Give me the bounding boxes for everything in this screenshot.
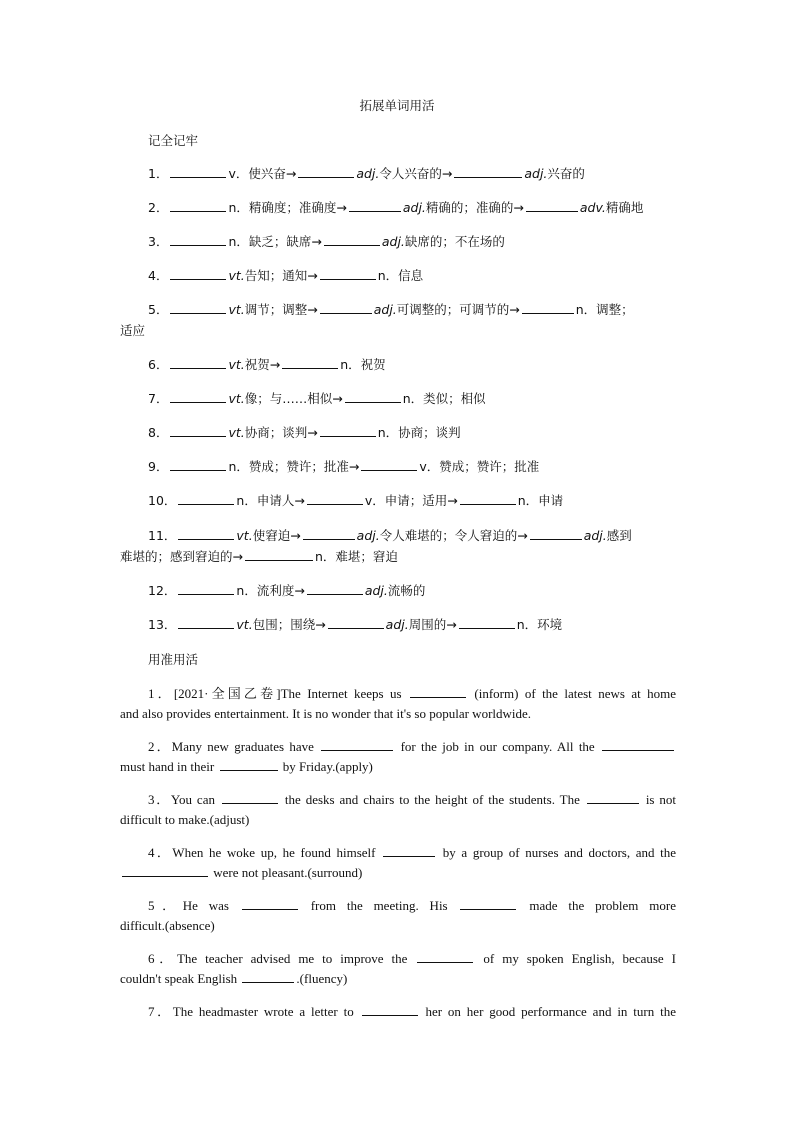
answer-blank[interactable] <box>170 356 226 369</box>
usage-item-1: 1．[2021·全国乙卷]The Internet keeps us (inform) of the latest news at home <box>148 686 676 701</box>
usage-item-5-cont: difficult.(absence) <box>120 918 215 933</box>
answer-blank[interactable] <box>170 165 226 178</box>
vocab-item-1: 1． v．使兴奋→ adj.令人兴奋的→ adj.兴奋的 <box>148 166 585 181</box>
vocab-item-7: 7． vt.像；与……相似→ n．类似；相似 <box>148 391 486 406</box>
answer-blank[interactable] <box>321 738 393 751</box>
vocab-item-2: 2． n．精确度；准确度→ adj.精确的；准确的→ adv.精确地 <box>148 200 644 215</box>
answer-blank[interactable] <box>602 738 674 751</box>
answer-blank[interactable] <box>410 685 466 698</box>
answer-blank[interactable] <box>303 527 355 540</box>
answer-blank[interactable] <box>282 356 338 369</box>
answer-blank[interactable] <box>170 390 226 403</box>
answer-blank[interactable] <box>417 950 473 963</box>
answer-blank[interactable] <box>324 233 380 246</box>
answer-blank[interactable] <box>460 897 516 910</box>
answer-blank[interactable] <box>122 864 208 877</box>
answer-blank[interactable] <box>222 791 278 804</box>
answer-blank[interactable] <box>307 582 363 595</box>
usage-item-4-cont: were not pleasant.(surround) <box>120 863 676 883</box>
answer-blank[interactable] <box>178 527 234 540</box>
answer-blank[interactable] <box>526 199 578 212</box>
answer-blank[interactable] <box>170 301 226 314</box>
vocab-item-5-cont: 适应 <box>120 323 146 338</box>
vocab-item-10: 10． n．申请人→ v．申请；适用→ n．申请 <box>148 493 564 508</box>
answer-blank[interactable] <box>522 301 574 314</box>
vocab-item-8: 8． vt.协商；谈判→ n．协商；谈判 <box>148 425 461 440</box>
answer-blank[interactable] <box>170 233 226 246</box>
answer-blank[interactable] <box>307 492 363 505</box>
vocab-item-9: 9． n．赞成；赞许；批准→ v．赞成；赞许；批准 <box>148 459 540 474</box>
usage-item-6: 6．The teacher advised me to improve the of my spoken English, because I <box>148 951 677 966</box>
answer-blank[interactable] <box>587 791 639 804</box>
answer-blank[interactable] <box>178 582 234 595</box>
usage-item-4: 4．When he woke up, he found himself by a group of nurses and doctors, and the <box>148 845 677 860</box>
usage-item-2-cont: must hand in their by Friday.(apply) <box>120 759 373 774</box>
answer-blank[interactable] <box>459 616 515 629</box>
answer-blank[interactable] <box>460 492 516 505</box>
answer-blank[interactable] <box>170 424 226 437</box>
answer-blank[interactable] <box>245 548 313 561</box>
answer-blank[interactable] <box>320 424 376 437</box>
answer-blank[interactable] <box>361 458 417 471</box>
vocab-item-3: 3． n．缺乏；缺席→ adj.缺席的；不在场的 <box>148 234 505 249</box>
answer-blank[interactable] <box>362 1003 418 1016</box>
usage-item-6-cont: couldn't speak English .(fluency) <box>120 971 348 986</box>
usage-item-5: 5．He was from the meeting. His made the problem more <box>148 898 676 913</box>
vocab-item-13: 13． vt.包围；围绕→ adj.周围的→ n．环境 <box>148 617 563 632</box>
usage-item-7: 7．The headmaster wrote a letter to her on her good performance and in turn the <box>148 1004 676 1019</box>
section-heading-usage: 用准用活 <box>148 652 199 667</box>
answer-blank[interactable] <box>178 492 234 505</box>
answer-blank[interactable] <box>320 301 372 314</box>
answer-blank[interactable] <box>298 165 354 178</box>
answer-blank[interactable] <box>170 267 226 280</box>
page-title: 拓展单词用活 <box>359 98 435 113</box>
answer-blank[interactable] <box>320 267 376 280</box>
answer-blank[interactable] <box>345 390 401 403</box>
answer-blank[interactable] <box>170 199 226 212</box>
answer-blank[interactable] <box>530 527 582 540</box>
answer-blank[interactable] <box>220 758 278 771</box>
usage-item-1-cont: and also provides entertainment. It is no wonder that it's so popular worldwide. <box>120 706 532 721</box>
vocab-item-12: 12． n．流利度→ adj.流畅的 <box>148 583 426 598</box>
usage-item-3: 3．You can the desks and chairs to the height of the students. The is not <box>148 792 677 807</box>
answer-blank[interactable] <box>383 844 435 857</box>
answer-blank[interactable] <box>242 897 298 910</box>
usage-item-2: 2．Many new graduates have for the job in our company. All the <box>120 737 676 757</box>
vocab-item-4: 4． vt.告知；通知→ n．信息 <box>148 268 424 283</box>
answer-blank[interactable] <box>242 970 294 983</box>
vocab-item-11: 11． vt.使窘迫→ adj.令人难堪的；令人窘迫的→ adj.感到 <box>148 528 632 543</box>
usage-item-3-cont: difficult to make.(adjust) <box>120 812 250 827</box>
answer-blank[interactable] <box>178 616 234 629</box>
answer-blank[interactable] <box>349 199 401 212</box>
answer-blank[interactable] <box>454 165 522 178</box>
vocab-item-11-cont: 难堪的；感到窘迫的→ n．难堪；窘迫 <box>120 549 398 564</box>
section-heading-remember: 记全记牢 <box>148 133 199 148</box>
vocab-item-6: 6． vt.祝贺→ n．祝贺 <box>148 357 386 372</box>
answer-blank[interactable] <box>328 616 384 629</box>
answer-blank[interactable] <box>170 458 226 471</box>
vocab-item-5: 5． vt.调节；调整→ adj.可调整的；可调节的→ n．调整； <box>148 302 634 317</box>
